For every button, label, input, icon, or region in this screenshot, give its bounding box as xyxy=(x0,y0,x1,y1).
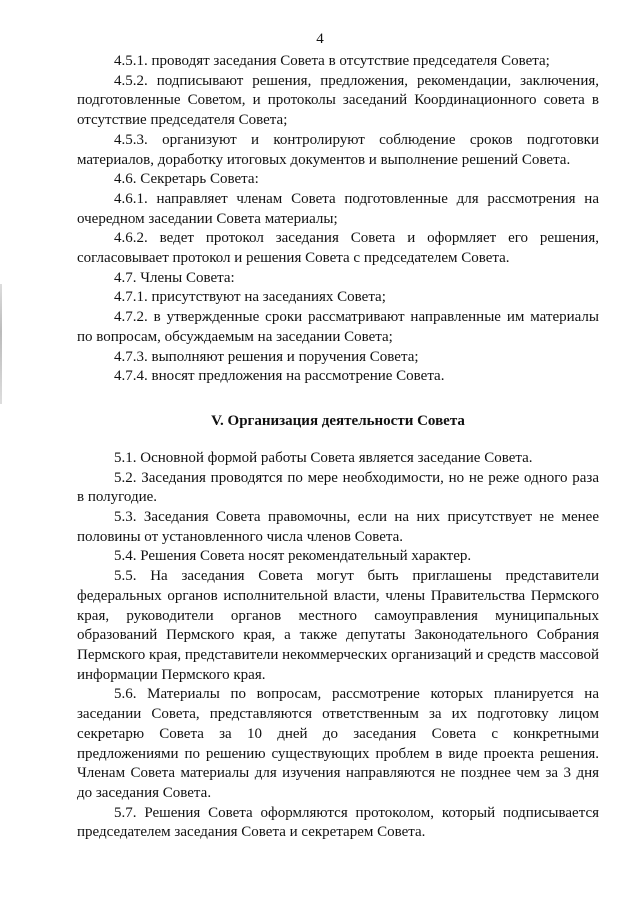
paragraph-4-5-3: 4.5.3. организуют и контролируют соблюдение сроков подготовки материалов, доработку итоговых документов и выполнение решений Совета. xyxy=(77,131,599,168)
paragraph-4-7: 4.7. Члены Совета: xyxy=(114,269,235,286)
paragraph-4-6-1: 4.6.1. направляет членам Совета подготовленные для рассмотрения на очередном заседании Совета материалы; xyxy=(77,190,599,227)
paragraph-5-3: 5.3. Заседания Совета правомочны, если на них присутствует не менее половины от установленного числа членов Совета. xyxy=(77,509,599,545)
paragraph-4-6: 4.6. Секретарь Совета: xyxy=(114,171,259,188)
section-heading: V. Организация деятельности Совета xyxy=(211,412,465,429)
paragraph-5-6: 5.6. Материалы по вопросам, рассмотрение которых планируется на заседании Совета, представляются ответственным за их подготовку лицом секретарю Совета за 10 дней до заседания Совета с конкретными предложениями по решению существующих проблем в виде проекта решения. Членам Совета материалы для изучения направляются не позднее чем за 3 дня до заседания Совета. xyxy=(77,686,599,801)
paragraph-5-1: 5.1. Основной формой работы Совета является заседание Совета. xyxy=(114,449,533,466)
paragraph-4-7-4: 4.7.4. вносят предложения на рассмотрение Совета. xyxy=(114,368,445,385)
paragraph-5-5: 5.5. На заседания Совета могут быть приглашены представители федеральных органов исполнительной власти, члены Правительства Пермского края, руководители органов местного самоуправления муниципальных образований Пермского края, а также депутаты Законодательного Собрания Пермского края, представители некоммерческих организаций и средств массовой информации Пермского края. xyxy=(77,568,599,683)
scan-edge-mark xyxy=(0,284,2,404)
paragraph-4-7-3: 4.7.3. выполняют решения и поручения Совета; xyxy=(114,348,419,365)
paragraph-4-5-2: 4.5.2. подписывают решения, предложения, рекомендации, заключения, подготовленные Советом, и протоколы заседаний Координационного совета в отсутствие председателя Совета; xyxy=(77,72,599,129)
paragraph-5-4: 5.4. Решения Совета носят рекомендательный характер. xyxy=(114,548,472,565)
paragraph-4-7-1: 4.7.1. присутствуют на заседаниях Совета; xyxy=(114,289,386,306)
paragraph-4-6-2: 4.6.2. ведет протокол заседания Совета и оформляет его решения, согласовывает протокол и решения Совета с председателем Совета. xyxy=(77,230,599,267)
paragraph-4-5-1: 4.5.1. проводят заседания Совета в отсутствие председателя Совета; xyxy=(114,53,550,69)
paragraph-4-7-2: 4.7.2. в утвержденные сроки рассматривают направленные им материалы по вопросам, обсуждаемым на заседании Совета; xyxy=(77,309,599,345)
paragraph-5-7: 5.7. Решения Совета оформляются протоколом, который подписывается председателем заседания Совета и секретарем Совета. xyxy=(77,804,599,841)
page-number: 4 xyxy=(316,31,324,47)
document-body xyxy=(77,52,599,843)
paragraph-5-2: 5.2. Заседания проводятся по мере необходимости, но не реже одного раза в полугодие. xyxy=(77,469,599,506)
